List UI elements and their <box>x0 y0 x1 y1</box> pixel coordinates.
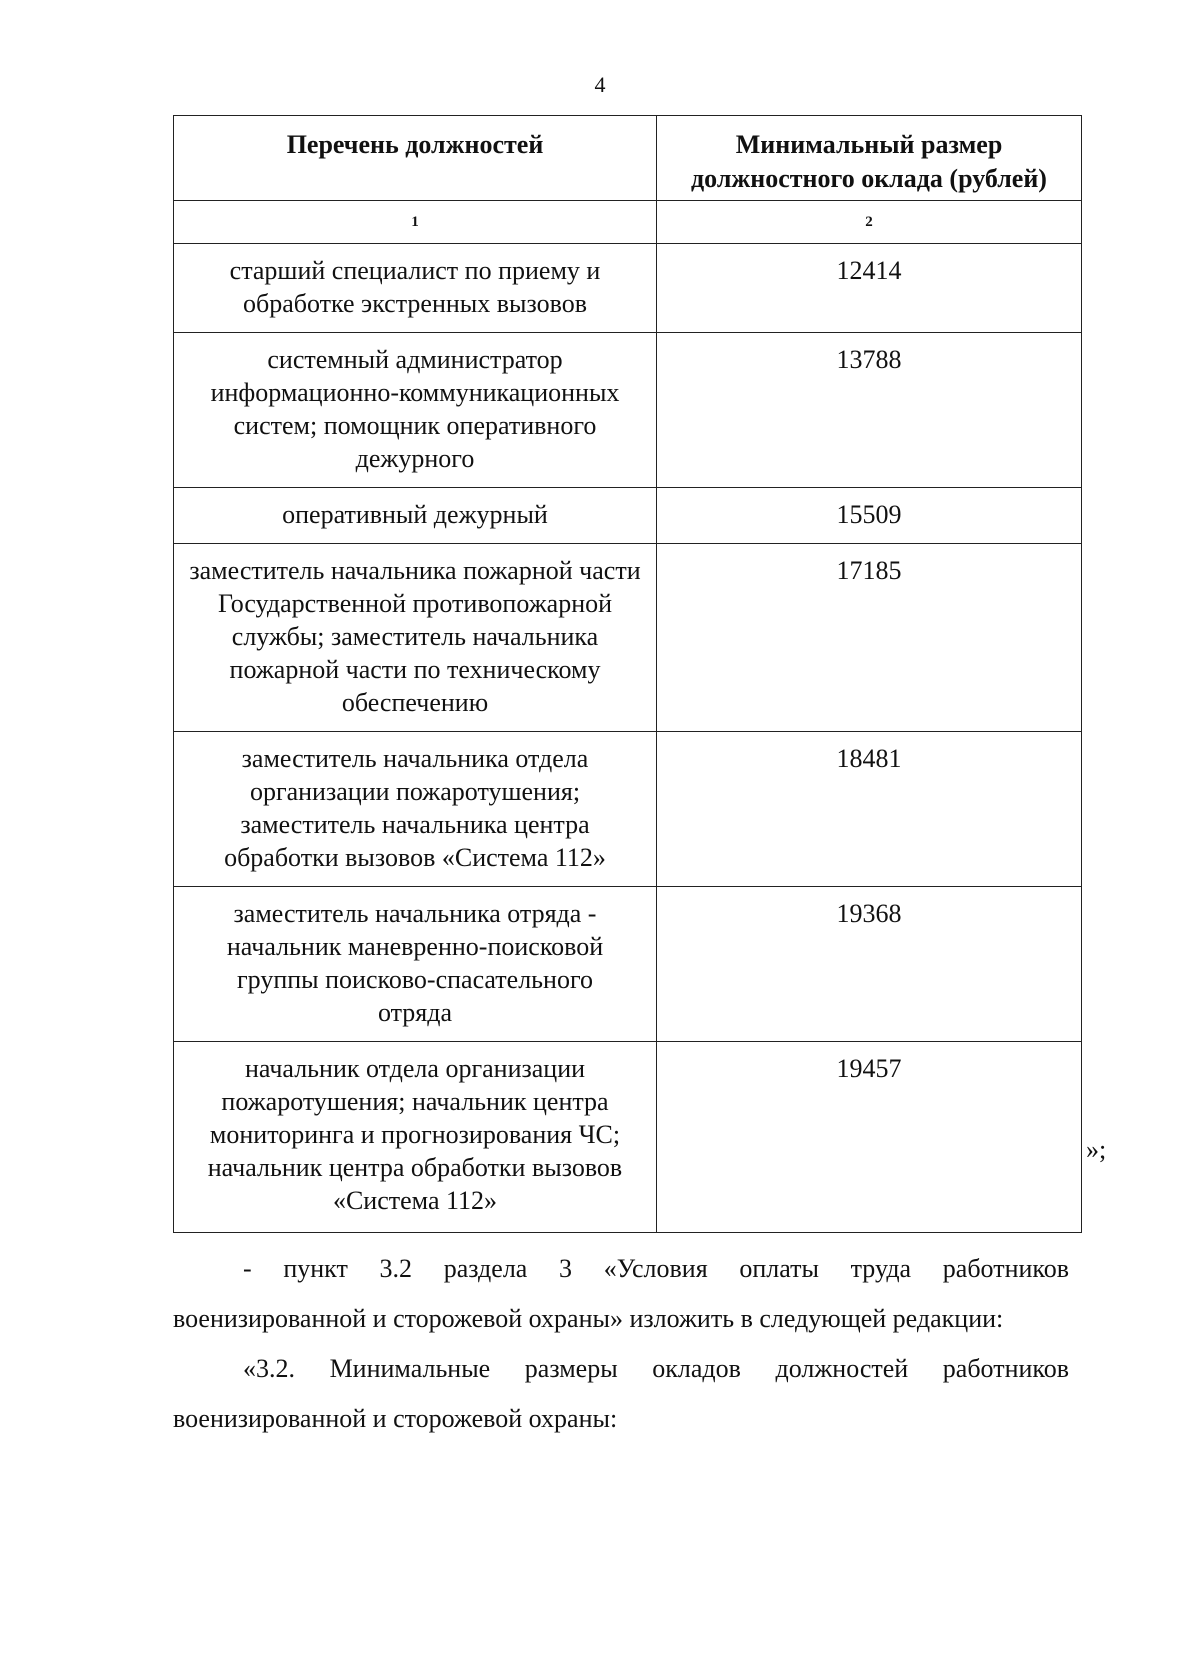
table-row <box>174 244 1082 333</box>
salary-cell: 15509 <box>657 488 1082 544</box>
salary-cell: 12414 <box>657 244 1082 333</box>
closing-quote: »; <box>1086 1135 1107 1164</box>
paragraph-first-line: - пункт 3.2 раздела 3 «Условия оплаты труда работников <box>243 1254 1069 1283</box>
position-cell: старший специалист по приему и обработке экстренных вызовов <box>174 244 657 333</box>
salary-cell: 19368 <box>657 887 1082 1042</box>
table-row <box>174 544 1082 732</box>
salary-cell: 18481 <box>657 732 1082 887</box>
page-number: 4 <box>594 72 606 97</box>
position-cell: оперативный дежурный <box>174 488 657 544</box>
salary-cell: 17185 <box>657 544 1082 732</box>
salary-table <box>173 115 1082 1233</box>
column-number-row <box>174 201 1082 244</box>
header-min-salary: Минимальный размер должностного оклада (рублей) <box>657 116 1082 201</box>
salary-cell: 19457 <box>657 1042 1082 1233</box>
position-cell: заместитель начальника отряда - начальник маневренно-поисковой группы поисково-спасательного отряда <box>174 887 657 1042</box>
position-cell: начальник отдела организации пожаротушения; начальник центра мониторинга и прогнозирования ЧС; начальник центра обработки вызовов «Система 112» <box>174 1042 657 1233</box>
column-number-1: 1 <box>174 201 657 244</box>
paragraph-first-line: «3.2. Минимальные размеры окладов должностей работников <box>243 1354 1069 1383</box>
position-cell: заместитель начальника отдела организации пожаротушения; заместитель начальника центра обработки вызовов «Система 112» <box>174 732 657 887</box>
table-row <box>174 488 1082 544</box>
table-row <box>174 1042 1082 1233</box>
amendment-paragraph <box>173 1244 1069 1344</box>
paragraph-continuation: военизированной и сторожевой охраны: <box>173 1404 618 1433</box>
position-cell: системный администратор информационно-коммуникационных систем; помощник оперативного дежурного <box>174 333 657 488</box>
new-clause-paragraph <box>173 1344 1069 1444</box>
header-positions: Перечень должностей <box>174 116 657 201</box>
table-row <box>174 333 1082 488</box>
table-header-row <box>174 116 1082 201</box>
position-cell: заместитель начальника пожарной части Государственной противопожарной службы; заместитель начальника пожарной части по техническому обеспечению <box>174 544 657 732</box>
table-row <box>174 887 1082 1042</box>
column-number-2: 2 <box>657 201 1082 244</box>
paragraph-continuation: военизированной и сторожевой охраны» изложить в следующей редакции: <box>173 1304 1004 1333</box>
table-row <box>174 732 1082 887</box>
salary-cell: 13788 <box>657 333 1082 488</box>
